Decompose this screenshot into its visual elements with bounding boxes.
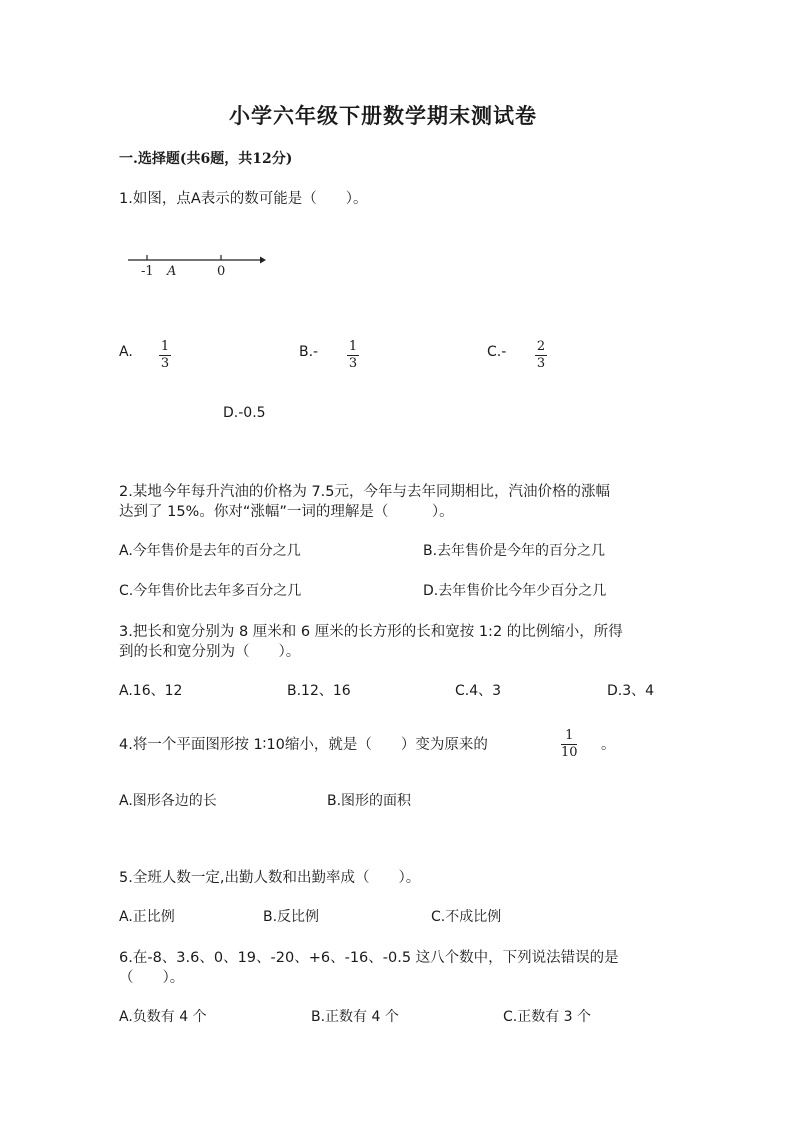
q1-option-b-fraction <box>347 340 359 371</box>
q1-option-d[interactable]: D.-0.5 <box>223 405 266 421</box>
q6-option-b[interactable]: B.正数有 4 个 <box>311 1009 399 1025</box>
q3-stem-line2: 到的长和宽分别为（ ）。 <box>119 644 301 660</box>
q1-option-b-prefix[interactable]: B.- <box>299 344 319 360</box>
q6-stem-line2: （ ）。 <box>119 970 185 986</box>
section-heading: 一.选择题(共6题，共12分) <box>119 151 293 167</box>
fraction-numerator: 1 <box>160 339 170 354</box>
label-point-a: A <box>167 264 177 279</box>
q3-option-c[interactable]: C.4、3 <box>455 683 502 699</box>
q5-option-a[interactable]: A.正比例 <box>119 909 175 925</box>
fraction-denominator: 10 <box>561 745 578 760</box>
q1-option-a-fraction <box>159 340 171 371</box>
number-line-arrow-icon <box>260 257 266 264</box>
q5-option-c[interactable]: C.不成比例 <box>431 909 502 925</box>
q1-option-c-prefix[interactable]: C.- <box>487 344 507 360</box>
q5-option-b[interactable]: B.反比例 <box>263 909 320 925</box>
q2-stem-line2: 达到了 15%。你对“涨幅”一词的理解是（ ）。 <box>119 504 454 520</box>
q2-option-d[interactable]: D.去年售价比今年少百分之几 <box>423 583 607 599</box>
q4-stem: 4.将一个平面图形按 1∶10缩小，就是（ ）变为原来的 <box>119 737 488 753</box>
q2-option-a[interactable]: A.今年售价是去年的百分之几 <box>119 543 301 559</box>
fraction-denominator: 3 <box>536 356 546 371</box>
q2-option-b[interactable]: B.去年售价是今年的百分之几 <box>423 543 606 559</box>
page-title: 小学六年级下册数学期末测试卷 <box>229 103 537 128</box>
label-zero: 0 <box>217 264 226 279</box>
fraction-numerator: 1 <box>348 339 358 354</box>
fraction-denominator: 3 <box>160 356 170 371</box>
number-line-figure <box>126 250 276 282</box>
q3-stem-line1: 3.把长和宽分别为 8 厘米和 6 厘米的长方形的长和宽按 1:2 的比例缩小，所得 <box>119 624 623 640</box>
q3-option-a[interactable]: A.16、12 <box>119 683 183 699</box>
q1-stem: 1.如图，点A表示的数可能是（ ）。 <box>119 191 368 207</box>
q4-option-a[interactable]: A.图形各边的长 <box>119 793 217 809</box>
fraction-numerator: 1 <box>565 728 574 743</box>
q3-option-d[interactable]: D.3、4 <box>607 683 655 699</box>
q1-option-a-prefix[interactable]: A. <box>119 344 133 360</box>
q5-stem: 5.全班人数一定,出勤人数和出勤率成（ ）。 <box>119 870 421 886</box>
q1-option-c-fraction <box>535 340 547 371</box>
q3-option-b[interactable]: B.12、16 <box>287 683 351 699</box>
label-neg-one: -1 <box>141 264 154 279</box>
fraction-denominator: 3 <box>348 356 358 371</box>
q4-stem-suffix: 。 <box>601 737 616 753</box>
q2-stem-line1: 2.某地今年每升汽油的价格为 7.5元，今年与去年同期相比，汽油价格的涨幅 <box>119 484 611 500</box>
q4-option-b[interactable]: B.图形的面积 <box>327 793 412 809</box>
q2-option-c[interactable]: C.今年售价比去年多百分之几 <box>119 583 302 599</box>
q4-fraction <box>561 729 578 760</box>
fraction-numerator: 2 <box>536 339 546 354</box>
q6-option-a[interactable]: A.负数有 4 个 <box>119 1009 207 1025</box>
q6-option-c[interactable]: C.正数有 3 个 <box>503 1009 592 1025</box>
q6-stem-line1: 6.在-8、3.6、0、19、-20、+6、-16、-0.5 这八个数中，下列说法错误的是 <box>119 950 619 966</box>
